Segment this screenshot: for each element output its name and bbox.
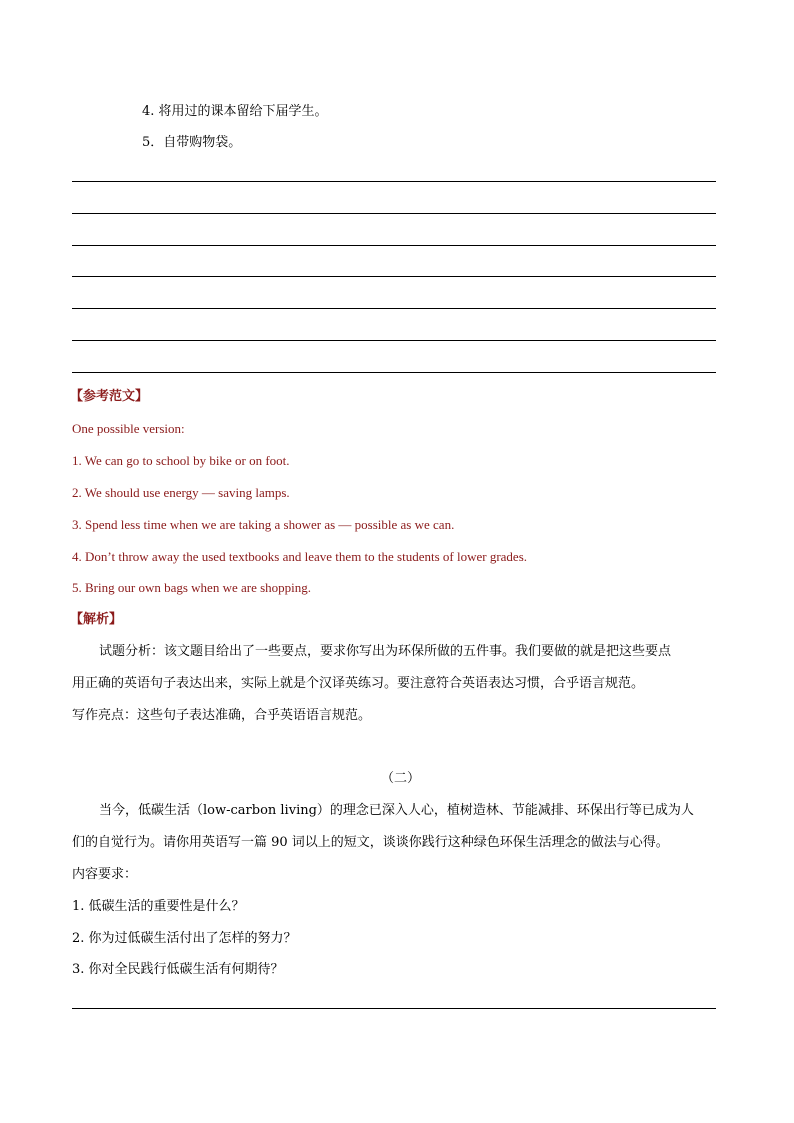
answer-line bbox=[72, 245, 716, 246]
reference-heading: 【参考范文】 bbox=[70, 389, 149, 404]
list-item-5: 5．自带购物袋。 bbox=[142, 135, 242, 150]
requirements-heading: 内容要求： bbox=[72, 867, 138, 882]
reference-sentence: 3. Spend less time when we are taking a shower as — possible as we can. bbox=[72, 517, 455, 532]
prompt-line: 们的自觉行为。请你用英语写一篇 90 词以上的短文，谈谈你践行这种绿色环保生活理念的做法与心得。 bbox=[72, 835, 669, 850]
reference-sentence: 2. We should use energy — saving lamps. bbox=[72, 485, 290, 500]
answer-line bbox=[72, 1008, 716, 1009]
answer-line bbox=[72, 213, 716, 214]
analysis-heading: 【解析】 bbox=[70, 612, 123, 627]
answer-line bbox=[72, 276, 716, 277]
answer-line bbox=[72, 308, 716, 309]
reference-intro: One possible version: bbox=[72, 421, 185, 436]
reference-sentence: 4. Don’t throw away the used textbooks and leave them to the students of lower grades. bbox=[72, 549, 528, 564]
answer-line bbox=[72, 340, 716, 341]
requirement-item: 2. 你为过低碳生活付出了怎样的努力？ bbox=[72, 931, 297, 946]
prompt-line: 当今，低碳生活（low-carbon living）的理念已深入人心，植树造林、节能减排、环保出行等已成为人 bbox=[99, 803, 694, 818]
reference-sentence: 1. We can go to school by bike or on foot. bbox=[72, 453, 290, 468]
answer-line bbox=[72, 372, 716, 373]
analysis-line: 试题分析：该文题目给出了一些要点，要求你写出为环保所做的五件事。我们要做的就是把这些要点 bbox=[99, 644, 672, 659]
analysis-line: 用正确的英语句子表达出来，实际上就是个汉译英练习。要注意符合英语表达习惯，合乎语言规范。 bbox=[72, 676, 645, 691]
section-title: （二） bbox=[381, 771, 421, 786]
analysis-line: 写作亮点：这些句子表达准确，合乎英语语言规范。 bbox=[72, 708, 372, 723]
list-item-4: 4. 将用过的课本留给下届学生。 bbox=[142, 104, 328, 119]
reference-sentence: 5. Bring our own bags when we are shopping. bbox=[72, 580, 312, 595]
requirement-item: 3. 你对全民践行低碳生活有何期待？ bbox=[72, 962, 284, 977]
answer-line bbox=[72, 181, 716, 182]
requirement-item: 1. 低碳生活的重要性是什么？ bbox=[72, 899, 245, 914]
